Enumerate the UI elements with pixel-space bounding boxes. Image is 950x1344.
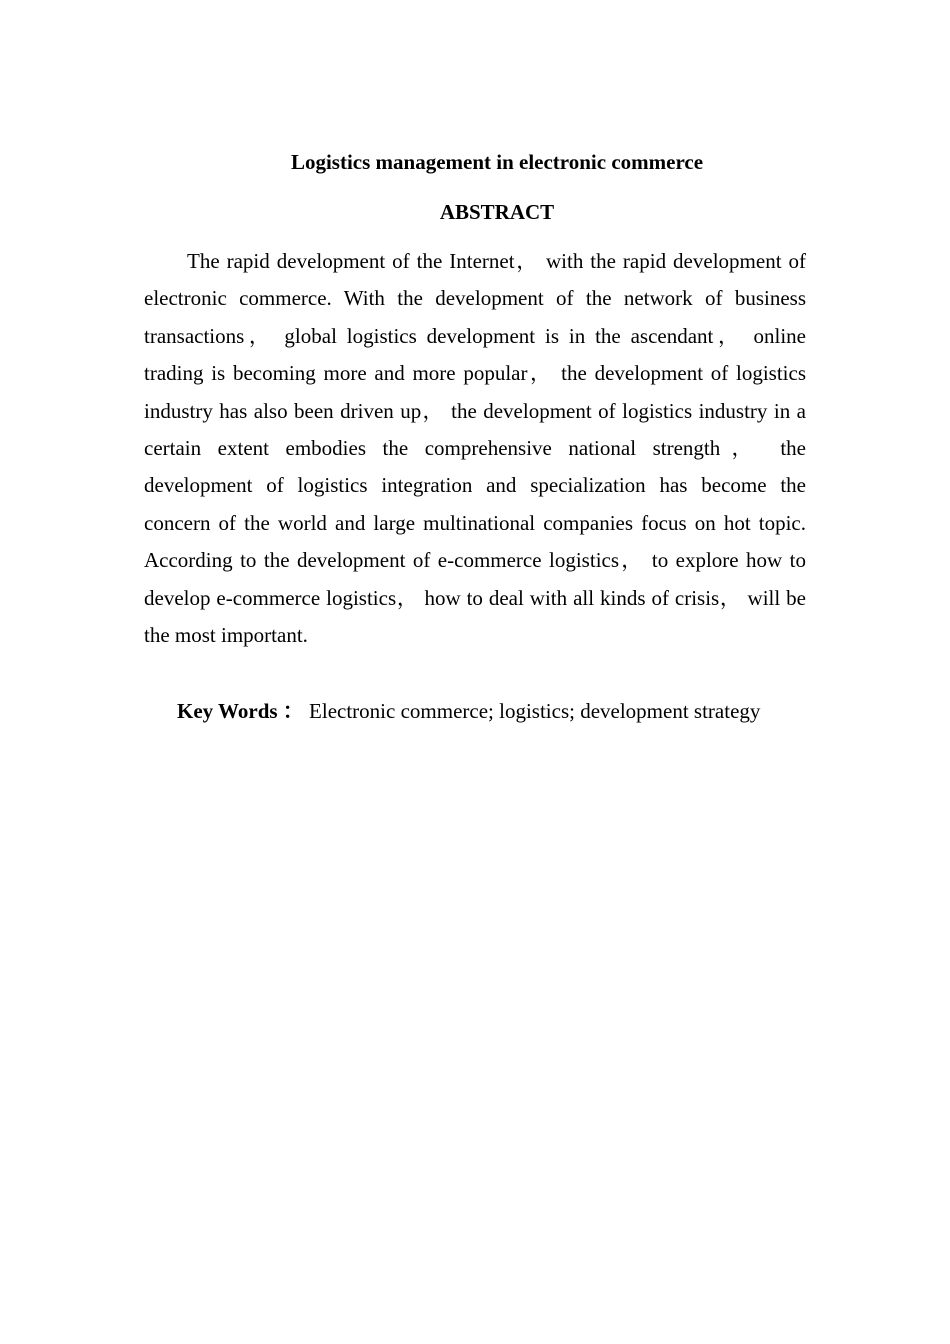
document-title: Logistics management in electronic commerce [290,150,704,174]
keywords-line [177,696,837,726]
abstract-paragraph: The rapid development of the Internet， with the rapid development of electronic commerce. With the development of the network of business transactions， global logistics development is in the ascendant， online trading is becoming more and more popular， the development of logistics industry has also been driven up， the development of logistics industry in a certain extent embodies the comprehensive national strength， the development of logistics integration and specialization has become the concern of the world and large multinational companies focus on hot topic. According to the development of e-commerce logistics， to explore how to develop e-commerce logistics， how to deal with all kinds of crisis， will be the most important. [144,249,806,648]
abstract-heading: ABSTRACT [439,200,555,224]
keywords-value: Electronic commerce; logistics; development strategy [309,699,761,723]
keywords-separator: ： [282,699,304,723]
keywords-label: Key Words [177,699,278,723]
